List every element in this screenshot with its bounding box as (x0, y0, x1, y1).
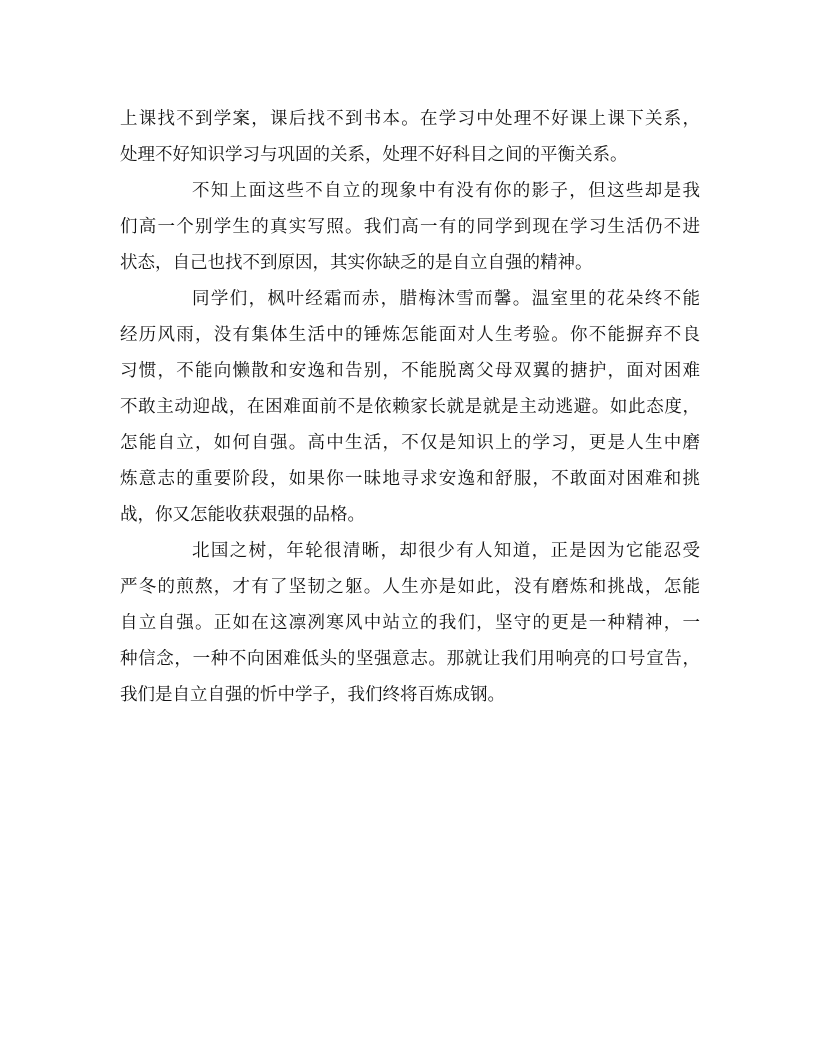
text-line: 炼意志的重要阶段，如果你一昧地寻求安逸和舒服，不敢面对困难和挑 (120, 469, 700, 489)
text-line: 我们是自立自强的忻中学子，我们终将百炼成钢。 (120, 685, 505, 705)
text-line: 状态，自己也找不到原因，其实你缺乏的是自立自强的精神。 (120, 253, 593, 273)
text-line: 北国之树，年轮很清晰，却很少有人知道，正是因为它能忍受 (192, 541, 700, 561)
text-line: 上课找不到学案，课后找不到书本。在学习中处理不好课上课下关系， (120, 109, 700, 129)
text-line: 不知上面这些不自立的现象中有没有你的影子，但这些却是我 (192, 181, 700, 201)
text-line: 习惯，不能向懒散和安逸和告别，不能脱离父母双翼的搪护，面对困难 (120, 361, 700, 381)
paragraph-2 (120, 173, 700, 281)
text-line: 处理不好知识学习与巩固的关系，处理不好科目之间的平衡关系。 (120, 145, 628, 165)
paragraph-3 (120, 281, 700, 533)
text-line: 不敢主动迎战，在困难面前不是依赖家长就是就是主动逃避。如此态度， (120, 397, 700, 417)
paragraph-4 (120, 533, 700, 713)
text-line: 怎能自立，如何自强。高中生活，不仅是知识上的学习，更是人生中磨 (120, 433, 700, 453)
text-line: 严冬的煎熬，才有了坚韧之躯。人生亦是如此，没有磨炼和挑战，怎能 (120, 577, 700, 597)
text-line: 们高一个别学生的真实写照。我们高一有的同学到现在学习生活仍不进 (120, 217, 700, 237)
document-body (120, 101, 700, 713)
text-line: 同学们，枫叶经霜而赤，腊梅沐雪而馨。温室里的花朵终不能 (192, 289, 700, 309)
text-line: 战，你又怎能收获艰强的品格。 (120, 505, 365, 525)
paragraph-1 (120, 101, 700, 173)
text-line: 种信念，一种不向困难低头的坚强意志。那就让我们用响亮的口号宣告， (120, 649, 700, 669)
text-line: 经历风雨，没有集体生活中的锤炼怎能面对人生考验。你不能摒弃不良 (120, 325, 700, 345)
text-line: 自立自强。正如在这凛冽寒风中站立的我们，坚守的更是一种精神，一 (120, 613, 700, 633)
